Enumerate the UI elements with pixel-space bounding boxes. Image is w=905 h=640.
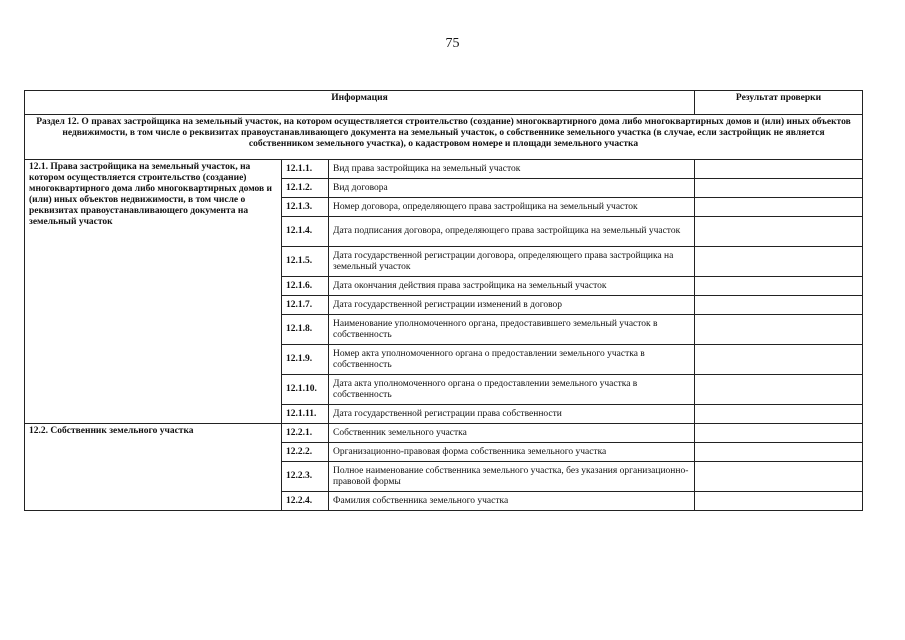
group-title-12-2: 12.2. Собственник земельного участка: [25, 424, 282, 511]
row-text: Номер акта уполномоченного органа о предоставлении земельного участка в собственность: [329, 345, 695, 375]
row-text: Дата государственной регистрации договора, определяющего права застройщика на земельный участок: [329, 247, 695, 277]
row-text: Вид договора: [329, 179, 695, 198]
row-code: 12.1.2.: [282, 179, 329, 198]
result-cell[interactable]: [695, 277, 863, 296]
row-text: Полное наименование собственника земельного участка, без указания организационно-правовой формы: [329, 462, 695, 492]
info-table: [24, 90, 863, 511]
result-cell[interactable]: [695, 247, 863, 277]
row-code: 12.1.8.: [282, 315, 329, 345]
result-cell[interactable]: [695, 179, 863, 198]
result-cell[interactable]: [695, 198, 863, 217]
table-row: [25, 160, 863, 179]
row-text: Номер договора, определяющего права застройщика на земельный участок: [329, 198, 695, 217]
result-cell[interactable]: [695, 345, 863, 375]
row-code: 12.2.1.: [282, 424, 329, 443]
row-text: Вид права застройщика на земельный участок: [329, 160, 695, 179]
row-code: 12.1.11.: [282, 405, 329, 424]
row-code: 12.2.4.: [282, 492, 329, 511]
page-number: 75: [445, 36, 460, 51]
row-text: Фамилия собственника земельного участка: [329, 492, 695, 511]
row-code: 12.2.2.: [282, 443, 329, 462]
row-code: 12.1.6.: [282, 277, 329, 296]
result-cell[interactable]: [695, 492, 863, 511]
row-code: 12.1.5.: [282, 247, 329, 277]
section-row: [25, 115, 863, 160]
row-text: Наименование уполномоченного органа, предоставившего земельный участок в собственность: [329, 315, 695, 345]
result-cell[interactable]: [695, 424, 863, 443]
row-code: 12.1.4.: [282, 217, 329, 247]
result-cell[interactable]: [695, 217, 863, 247]
result-cell[interactable]: [695, 405, 863, 424]
result-cell[interactable]: [695, 462, 863, 492]
result-cell[interactable]: [695, 375, 863, 405]
row-text: Дата государственной регистрации права собственности: [329, 405, 695, 424]
result-cell[interactable]: [695, 160, 863, 179]
row-code: 12.2.3.: [282, 462, 329, 492]
row-code: 12.1.10.: [282, 375, 329, 405]
row-code: 12.1.9.: [282, 345, 329, 375]
result-cell[interactable]: [695, 296, 863, 315]
section-title: Раздел 12. О правах застройщика на земельный участок, на котором осуществляется строительство (создание) многоквартирного дома либо многоквартирных домов и (или) иных объектов недвижимости, в том числе о реквизитах правоустанавливающего документа на земельный участок, о собственнике земельного участка (в случае, если застройщик не является собственником земельного участка), о кадастровом номере и площади земельного участка: [25, 115, 863, 160]
result-cell[interactable]: [695, 315, 863, 345]
group-title-12-1: 12.1. Права застройщика на земельный участок, на котором осуществляется строительство (создание) многоквартирного дома либо многоквартирных домов и (или) иных объектов недвижимости, в том числе о реквизитах правоустанавливающего документа на земельный участок: [25, 160, 282, 424]
row-code: 12.1.1.: [282, 160, 329, 179]
header-info: Информация: [25, 91, 695, 115]
result-cell[interactable]: [695, 443, 863, 462]
row-code: 12.1.3.: [282, 198, 329, 217]
table-header-row: [25, 91, 863, 115]
row-text: Дата акта уполномоченного органа о предоставлении земельного участка в собственность: [329, 375, 695, 405]
header-result: Результат проверки: [695, 91, 863, 115]
row-text: Дата государственной регистрации изменений в договор: [329, 296, 695, 315]
table-row: [25, 424, 863, 443]
row-code: 12.1.7.: [282, 296, 329, 315]
row-text: Дата окончания действия права застройщика на земельный участок: [329, 277, 695, 296]
row-text: Организационно-правовая форма собственника земельного участка: [329, 443, 695, 462]
row-text: Собственник земельного участка: [329, 424, 695, 443]
row-text: Дата подписания договора, определяющего права застройщика на земельный участок: [329, 217, 695, 247]
